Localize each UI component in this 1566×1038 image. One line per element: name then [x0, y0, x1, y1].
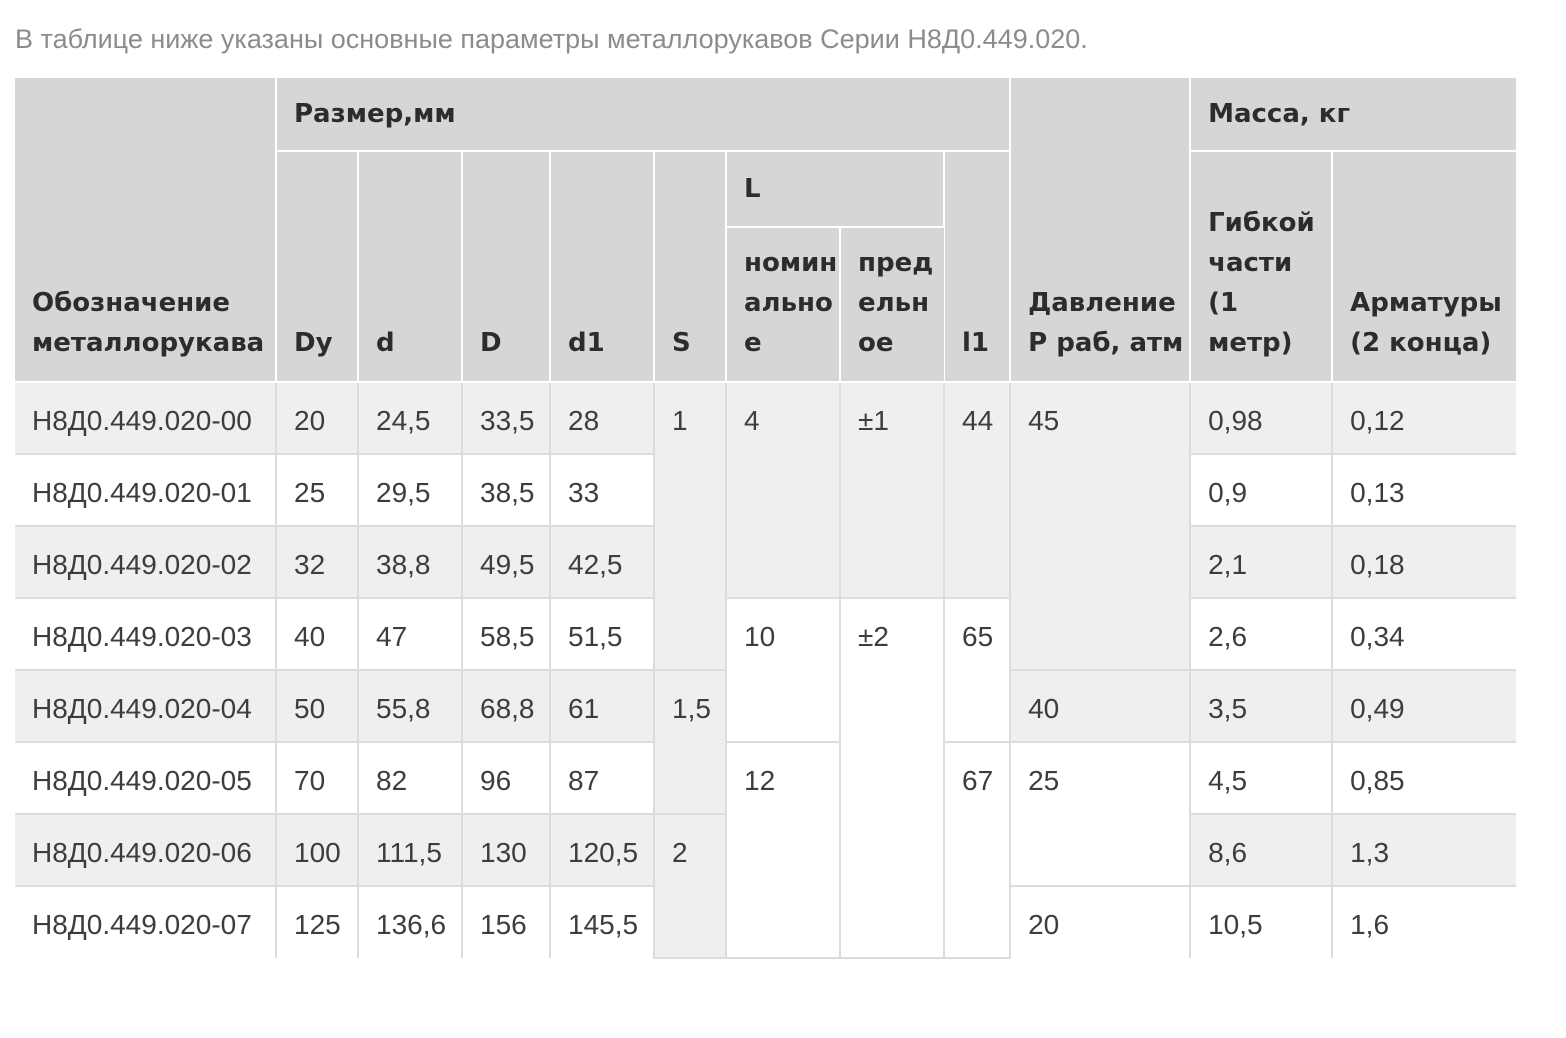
- cell-mass-fittings: 0,34: [1332, 598, 1516, 670]
- cell-mass-flex: 10,5: [1190, 886, 1332, 958]
- cell-designation: Н8Д0.449.020-00: [15, 382, 276, 454]
- header-pressure-text: Давление Р раб, атм: [1028, 288, 1184, 358]
- cell-mass-fittings: 0,18: [1332, 526, 1516, 598]
- cell-mass-flex: 2,1: [1190, 526, 1332, 598]
- cell-L-limit: ±1: [840, 382, 944, 598]
- header-L-nominal-text: номинальное: [744, 248, 838, 358]
- header-designation-text: Обозначение металлорукава: [32, 288, 265, 358]
- cell-dy: 32: [276, 526, 358, 598]
- header-mass-fittings-text: Арматуры (2 конца): [1350, 288, 1502, 358]
- cell-d: 47: [358, 598, 462, 670]
- cell-S: 1: [654, 382, 726, 670]
- cell-L-nominal: 4: [726, 382, 840, 598]
- cell-dy: 100: [276, 814, 358, 886]
- cell-d: 82: [358, 742, 462, 814]
- header-dy: Dy: [276, 151, 358, 382]
- cell-designation: Н8Д0.449.020-04: [15, 670, 276, 742]
- header-L-nominal: [726, 227, 840, 382]
- cell-d1: 120,5: [550, 814, 654, 886]
- cell-d: 111,5: [358, 814, 462, 886]
- cell-d: 24,5: [358, 382, 462, 454]
- cell-d: 136,6: [358, 886, 462, 958]
- cell-mass-fittings: 0,49: [1332, 670, 1516, 742]
- cell-d: 38,8: [358, 526, 462, 598]
- cell-mass-fittings: 1,3: [1332, 814, 1516, 886]
- cell-mass-flex: 8,6: [1190, 814, 1332, 886]
- cell-dy: 20: [276, 382, 358, 454]
- cell-mass-flex: 4,5: [1190, 742, 1332, 814]
- header-designation: [15, 78, 276, 382]
- cell-S: 1,5: [654, 670, 726, 814]
- header-mass-group: Масса, кг: [1190, 78, 1516, 151]
- cell-D: 130: [462, 814, 550, 886]
- header-L-group: L: [726, 151, 944, 227]
- cell-dy: 25: [276, 454, 358, 526]
- cell-designation: Н8Д0.449.020-01: [15, 454, 276, 526]
- cell-D: 156: [462, 886, 550, 958]
- cell-d1: 145,5: [550, 886, 654, 958]
- cell-mass-flex: 3,5: [1190, 670, 1332, 742]
- table-row: [15, 598, 1516, 670]
- header-l1: l1: [944, 151, 1010, 382]
- header-mass-flex-text: Гибкой части (1 метр): [1208, 208, 1315, 358]
- cell-D: 33,5: [462, 382, 550, 454]
- cell-l1: 67: [944, 742, 1010, 958]
- cell-d1: 87: [550, 742, 654, 814]
- cell-mass-fittings: 1,6: [1332, 886, 1516, 958]
- cell-pressure: 25: [1010, 742, 1190, 886]
- header-pressure: [1010, 78, 1190, 382]
- cell-L-nominal: 10: [726, 598, 840, 742]
- cell-mass-flex: 0,98: [1190, 382, 1332, 454]
- cell-D: 58,5: [462, 598, 550, 670]
- header-mass-flex: [1190, 151, 1332, 382]
- specs-table: [15, 78, 1516, 959]
- cell-pressure: 20: [1010, 886, 1190, 958]
- intro-text: В таблице ниже указаны основные параметры металлорукавов Серии Н8Д0.449.020.: [15, 24, 1088, 54]
- cell-pressure: 40: [1010, 670, 1190, 742]
- cell-D: 49,5: [462, 526, 550, 598]
- cell-l1: 65: [944, 598, 1010, 742]
- cell-designation: Н8Д0.449.020-07: [15, 886, 276, 958]
- header-d1: d1: [550, 151, 654, 382]
- table-row: [15, 742, 1516, 814]
- header-L-limit-text: предельное: [858, 248, 934, 358]
- cell-S: 2: [654, 814, 726, 958]
- cell-L-limit: ±2: [840, 598, 944, 958]
- cell-mass-fittings: 0,13: [1332, 454, 1516, 526]
- cell-mass-flex: 2,6: [1190, 598, 1332, 670]
- cell-mass-fittings: 0,12: [1332, 382, 1516, 454]
- cell-d1: 51,5: [550, 598, 654, 670]
- cell-d1: 61: [550, 670, 654, 742]
- cell-D: 96: [462, 742, 550, 814]
- cell-d: 55,8: [358, 670, 462, 742]
- cell-dy: 125: [276, 886, 358, 958]
- cell-d1: 28: [550, 382, 654, 454]
- header-d: d: [358, 151, 462, 382]
- cell-L-nominal: 12: [726, 742, 840, 958]
- cell-designation: Н8Д0.449.020-06: [15, 814, 276, 886]
- cell-mass-flex: 0,9: [1190, 454, 1332, 526]
- cell-D: 68,8: [462, 670, 550, 742]
- cell-d1: 42,5: [550, 526, 654, 598]
- cell-dy: 40: [276, 598, 358, 670]
- header-L-limit: [840, 227, 944, 382]
- cell-designation: Н8Д0.449.020-05: [15, 742, 276, 814]
- cell-mass-fittings: 0,85: [1332, 742, 1516, 814]
- header-size-group: Размер,мм: [276, 78, 1010, 151]
- cell-l1: 44: [944, 382, 1010, 598]
- cell-dy: 50: [276, 670, 358, 742]
- cell-d: 29,5: [358, 454, 462, 526]
- cell-D: 38,5: [462, 454, 550, 526]
- cell-dy: 70: [276, 742, 358, 814]
- cell-designation: Н8Д0.449.020-03: [15, 598, 276, 670]
- cell-pressure: 45: [1010, 382, 1190, 670]
- table-row: [15, 382, 1516, 454]
- header-D: D: [462, 151, 550, 382]
- header-S: S: [654, 151, 726, 382]
- cell-d1: 33: [550, 454, 654, 526]
- cell-designation: Н8Д0.449.020-02: [15, 526, 276, 598]
- header-mass-fittings: [1332, 151, 1516, 382]
